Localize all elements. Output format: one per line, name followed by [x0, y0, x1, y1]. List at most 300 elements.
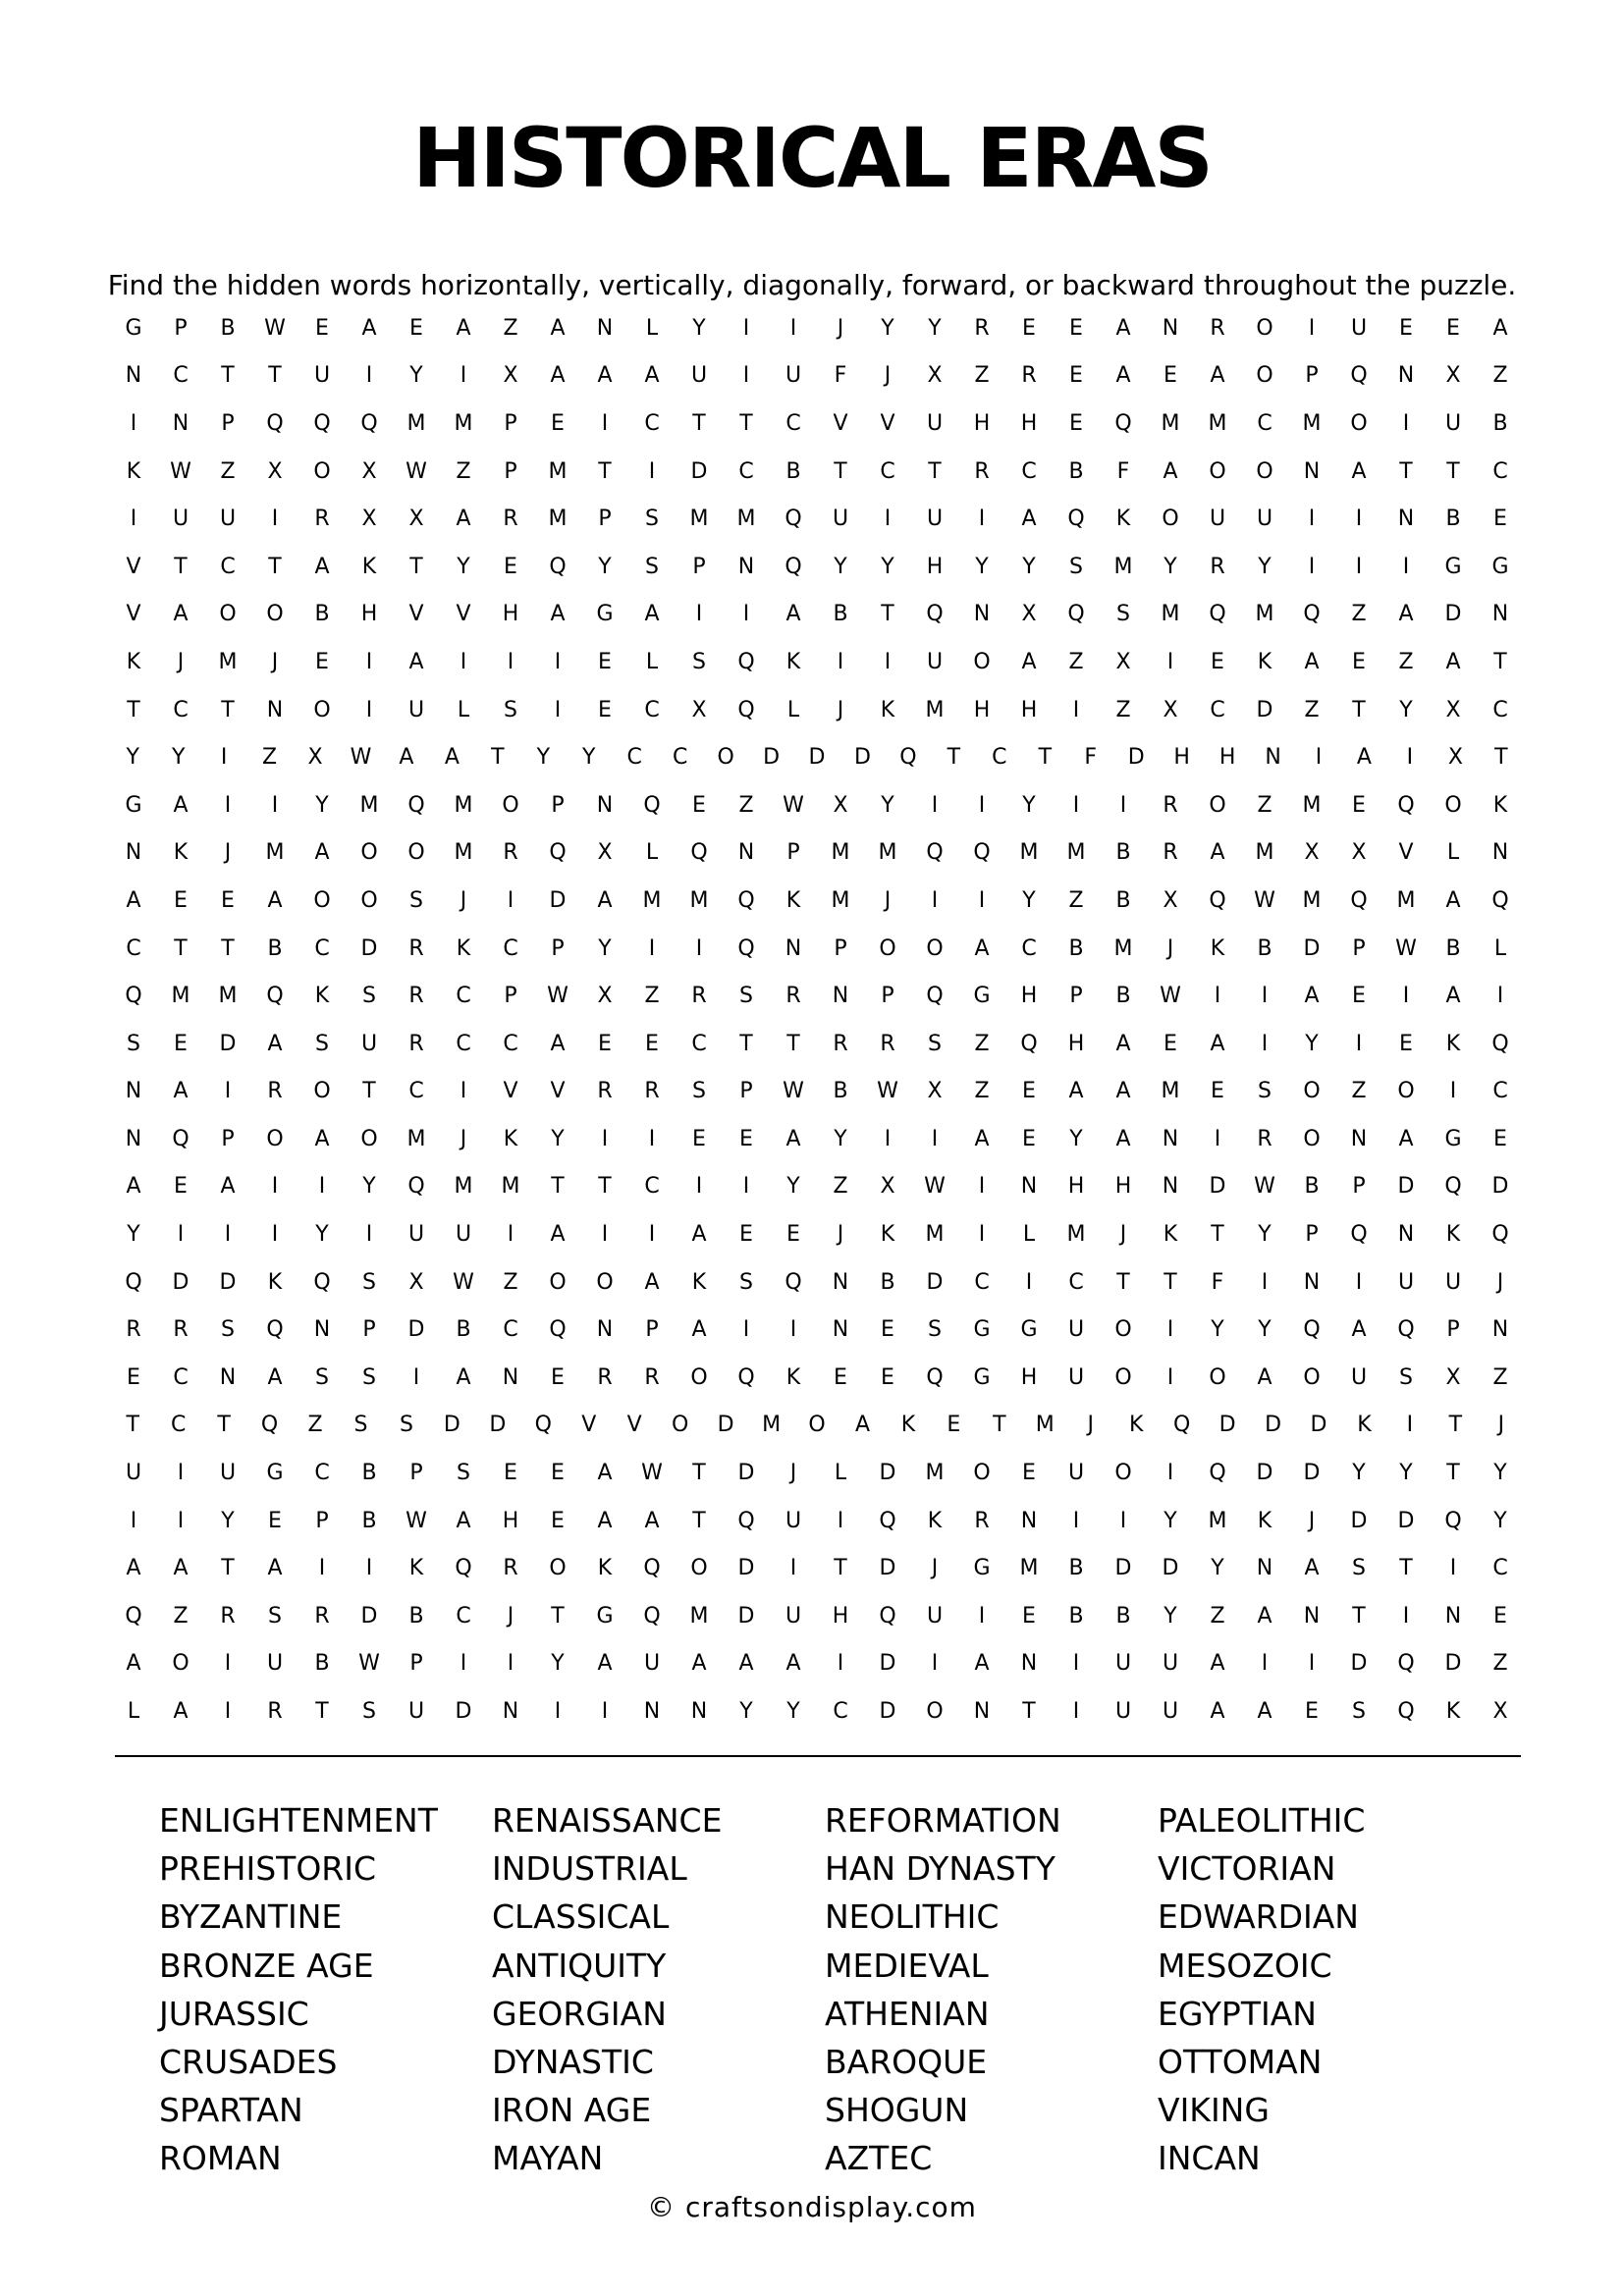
grid-letter: I — [1214, 1126, 1221, 1151]
grid-letter: T — [1211, 1222, 1224, 1248]
grid-letter: H — [1067, 1031, 1085, 1056]
grid-letter: E — [551, 1461, 565, 1486]
grid-letter: W — [1254, 887, 1275, 913]
grid-letter: B — [1304, 1174, 1320, 1200]
grid-letter: M — [1161, 1079, 1180, 1104]
grid-letter: D — [1491, 1174, 1509, 1200]
word-list-item: JURASSIC — [159, 1994, 309, 2033]
grid-letter: E — [174, 887, 188, 913]
grid-letter: Z — [307, 1413, 323, 1438]
grid-letter: P — [1352, 1174, 1366, 1200]
grid-letter: B — [408, 1603, 424, 1629]
word-column — [492, 1796, 825, 2183]
grid-letter: M — [689, 1603, 709, 1629]
grid-letter: L — [645, 315, 659, 341]
grid-letter: T — [739, 410, 753, 436]
grid-letter: A — [785, 1651, 801, 1677]
grid-letter: Z — [1257, 792, 1272, 818]
grid-letter: H — [1020, 410, 1038, 436]
grid-letter: S — [362, 1269, 376, 1295]
grid-letter: R — [126, 1317, 141, 1343]
grid-letter: T — [1022, 1699, 1036, 1725]
grid-letter: N — [973, 602, 991, 627]
grid-letter: C — [173, 363, 189, 389]
word-list-item: ANTIQUITY — [492, 1946, 667, 1985]
grid-letter: R — [974, 315, 990, 341]
grid-letter: Q — [360, 410, 378, 436]
grid-letter: T — [1399, 1556, 1413, 1581]
grid-letter: R — [785, 984, 801, 1009]
grid-letter: Y — [1022, 554, 1036, 579]
grid-letter: P — [739, 1079, 753, 1104]
grid-letter: A — [399, 745, 414, 771]
grid-letter: Q — [172, 1126, 189, 1151]
grid-letter: S — [1069, 554, 1083, 579]
grid-letter: T — [362, 1079, 376, 1104]
grid-letter: I — [884, 507, 892, 532]
grid-letter: T — [598, 1174, 612, 1200]
grid-row — [110, 591, 1524, 639]
grid-letter: V — [456, 602, 471, 627]
grid-letter: S — [1258, 1079, 1272, 1104]
grid-letter: S — [692, 649, 706, 674]
grid-row — [110, 1306, 1524, 1354]
word-list — [159, 1796, 1490, 2183]
word-list-item: BRONZE AGE — [159, 1946, 374, 1985]
grid-letter: J — [271, 649, 279, 674]
grid-letter: C — [1492, 1556, 1508, 1581]
grid-letter: I — [695, 602, 703, 627]
grid-letter: X — [1021, 602, 1037, 627]
grid-letter: Z — [173, 1603, 189, 1629]
grid-letter: Z — [262, 745, 278, 771]
grid-letter: H — [1114, 1174, 1132, 1200]
grid-letter: I — [1402, 554, 1410, 579]
grid-letter: H — [1173, 745, 1190, 771]
grid-letter: M — [454, 792, 473, 818]
grid-letter: U — [785, 1508, 802, 1533]
word-list-item: INCAN — [1158, 2139, 1261, 2178]
grid-letter: I — [1315, 745, 1323, 771]
grid-letter: A — [691, 1222, 707, 1248]
grid-letter: R — [1021, 363, 1037, 389]
grid-letter: A — [854, 1413, 870, 1438]
grid-letter: I — [1355, 1269, 1363, 1295]
grid-letter: I — [978, 887, 986, 913]
grid-letter: A — [550, 1031, 566, 1056]
grid-letter: Q — [926, 984, 944, 1009]
grid-letter: M — [831, 840, 850, 866]
grid-letter: S — [353, 1413, 368, 1438]
grid-letter: T — [217, 1413, 231, 1438]
grid-letter: I — [1308, 507, 1316, 532]
grid-letter: A — [1163, 458, 1178, 484]
grid-letter: Q — [125, 984, 142, 1009]
grid-letter: I — [1402, 984, 1410, 1009]
grid-letter: T — [126, 1413, 139, 1438]
grid-letter: T — [1352, 697, 1366, 722]
grid-letter: D — [879, 1556, 896, 1581]
grid-letter: V — [550, 1079, 566, 1104]
grid-letter: K — [1492, 792, 1508, 818]
grid-letter: P — [786, 840, 800, 866]
grid-letter: T — [221, 935, 235, 961]
grid-letter: A — [1115, 363, 1131, 389]
grid-letter: D — [1218, 1413, 1236, 1438]
grid-letter: M — [1161, 410, 1180, 436]
grid-letter: Y — [1493, 1508, 1507, 1533]
grid-letter: E — [268, 1508, 282, 1533]
grid-letter: N — [596, 315, 614, 341]
grid-letter: D — [360, 935, 378, 961]
grid-letter: D — [717, 1413, 734, 1438]
grid-letter: N — [172, 410, 189, 436]
grid-letter: K — [1357, 1413, 1372, 1438]
grid-letter: S — [362, 1699, 376, 1725]
grid-letter: X — [691, 697, 707, 722]
grid-letter: E — [1352, 984, 1366, 1009]
grid-letter: P — [1352, 935, 1366, 961]
grid-letter: J — [837, 315, 844, 341]
grid-letter: Z — [220, 458, 236, 484]
grid-letter: Q — [737, 1364, 755, 1390]
grid-letter: U — [266, 1651, 284, 1677]
grid-letter: K — [173, 840, 189, 866]
grid-letter: I — [1166, 1364, 1174, 1390]
grid-letter: L — [1022, 1222, 1036, 1248]
grid-letter: U — [926, 410, 944, 436]
grid-letter: D — [1256, 1461, 1273, 1486]
grid-letter: B — [1068, 458, 1084, 484]
grid-letter: X — [267, 458, 283, 484]
grid-row — [110, 686, 1524, 734]
grid-letter: T — [692, 410, 706, 436]
grid-letter: O — [549, 1269, 567, 1295]
grid-letter: E — [645, 1031, 659, 1056]
grid-letter: C — [974, 1269, 990, 1295]
grid-letter: U — [1444, 1269, 1462, 1295]
grid-letter: A — [314, 554, 330, 579]
grid-letter: A — [126, 1174, 141, 1200]
grid-letter: B — [314, 602, 330, 627]
grid-letter: B — [1068, 935, 1084, 961]
grid-letter: I — [365, 1556, 373, 1581]
grid-letter: M — [454, 1174, 473, 1200]
grid-letter: A — [1398, 1126, 1414, 1151]
grid-letter: C — [1021, 935, 1037, 961]
grid-letter: I — [1355, 554, 1363, 579]
grid-letter: Q — [926, 602, 944, 627]
grid-letter: K — [456, 935, 471, 961]
grid-letter: I — [365, 1222, 373, 1248]
grid-letter: N — [1444, 1603, 1462, 1629]
grid-letter: A — [644, 363, 660, 389]
grid-letter: Z — [1351, 602, 1367, 627]
grid-letter: Y — [786, 1699, 800, 1725]
grid-letter: S — [1352, 1699, 1366, 1725]
grid-letter: K — [503, 1126, 518, 1151]
word-list-item: GEORGIAN — [492, 1994, 667, 2033]
grid-letter: D — [172, 1269, 189, 1295]
grid-letter: R — [597, 1364, 613, 1390]
grid-letter: E — [551, 1508, 565, 1533]
grid-letter: U — [926, 507, 944, 532]
grid-letter: Y — [1211, 1317, 1224, 1343]
grid-letter: O — [266, 602, 284, 627]
grid-letter: Q — [879, 1508, 896, 1533]
grid-letter: D — [360, 1603, 378, 1629]
grid-letter: S — [221, 1317, 235, 1343]
grid-letter: Q — [1209, 1461, 1226, 1486]
grid-letter: O — [172, 1651, 189, 1677]
grid-letter: W — [358, 1651, 380, 1677]
grid-letter: O — [219, 602, 237, 627]
grid-letter: G — [1444, 1126, 1462, 1151]
grid-letter: M — [1019, 1556, 1039, 1581]
grid-letter: N — [1491, 840, 1509, 866]
grid-letter: I — [931, 1651, 939, 1677]
grid-letter: Z — [1068, 887, 1084, 913]
grid-letter: A — [173, 602, 189, 627]
grid-letter: X — [1351, 840, 1367, 866]
grid-letter: S — [928, 1317, 942, 1343]
grid-letter: I — [601, 1126, 609, 1151]
grid-letter: U — [1067, 1364, 1085, 1390]
grid-letter: D — [1310, 1413, 1327, 1438]
grid-row — [110, 1115, 1524, 1163]
grid-letter: R — [408, 1031, 424, 1056]
grid-letter: P — [598, 507, 612, 532]
grid-letter: A — [1445, 887, 1461, 913]
grid-letter: O — [1256, 363, 1273, 389]
grid-letter: I — [601, 1699, 609, 1725]
grid-letter: K — [597, 1556, 613, 1581]
grid-letter: T — [786, 1031, 800, 1056]
grid-letter: E — [598, 1031, 612, 1056]
grid-letter: N — [832, 984, 849, 1009]
grid-letter: H — [360, 602, 378, 627]
grid-letter: S — [409, 887, 423, 913]
grid-letter: I — [1406, 1413, 1414, 1438]
grid-letter: Q — [643, 1556, 661, 1581]
grid-row — [110, 1544, 1524, 1592]
grid-letter: B — [220, 315, 236, 341]
grid-letter: E — [739, 1126, 753, 1151]
grid-letter: I — [1261, 1031, 1269, 1056]
grid-letter: A — [550, 315, 566, 341]
grid-letter: P — [834, 935, 847, 961]
grid-letter: I — [648, 935, 656, 961]
grid-letter: B — [785, 458, 801, 484]
grid-letter: R — [644, 1079, 660, 1104]
grid-letter: E — [315, 649, 329, 674]
grid-letter: D — [879, 1651, 896, 1677]
grid-letter: X — [1163, 697, 1178, 722]
grid-letter: Q — [643, 792, 661, 818]
grid-letter: U — [1397, 1269, 1415, 1295]
grid-letter: A — [1304, 649, 1320, 674]
grid-letter: A — [1351, 458, 1367, 484]
grid-letter: A — [1115, 1079, 1131, 1104]
grid-letter: Y — [1352, 1461, 1366, 1486]
grid-letter: F — [834, 363, 847, 389]
grid-letter: N — [1256, 1556, 1273, 1581]
grid-letter: M — [1035, 1413, 1055, 1438]
grid-letter: I — [789, 315, 797, 341]
grid-letter: E — [1164, 1031, 1177, 1056]
grid-letter: D — [549, 887, 567, 913]
grid-letter: D — [407, 1317, 425, 1343]
grid-letter: Q — [1397, 1317, 1415, 1343]
grid-letter: I — [1072, 697, 1080, 722]
grid-letter: N — [643, 1699, 661, 1725]
grid-letter: O — [672, 1413, 689, 1438]
grid-letter: N — [125, 1079, 142, 1104]
grid-letter: B — [1492, 410, 1508, 436]
word-list-item: AZTEC — [825, 2139, 933, 2178]
grid-letter: E — [1069, 363, 1083, 389]
grid-letter: K — [1115, 507, 1131, 532]
grid-letter: Y — [315, 792, 329, 818]
grid-letter: I — [507, 1651, 514, 1677]
grid-letter: I — [1119, 792, 1127, 818]
grid-letter: L — [786, 697, 800, 722]
grid-letter: U — [1067, 1461, 1085, 1486]
grid-letter: Q — [1114, 410, 1132, 436]
grid-letter: U — [219, 1461, 237, 1486]
grid-letter: U — [1162, 1699, 1179, 1725]
grid-letter: P — [504, 458, 517, 484]
grid-letter: U — [1444, 410, 1462, 436]
grid-letter: C — [456, 1603, 471, 1629]
grid-letter: I — [271, 507, 279, 532]
grid-letter: A — [126, 887, 141, 913]
grid-letter: W — [170, 458, 191, 484]
grid-letter: I — [884, 1126, 892, 1151]
grid-letter: Y — [1399, 697, 1413, 722]
grid-letter: E — [692, 792, 706, 818]
grid-letter: A — [550, 1222, 566, 1248]
grid-letter: Z — [738, 792, 754, 818]
grid-letter: M — [1208, 410, 1227, 436]
grid-letter: V — [408, 602, 424, 627]
grid-letter: M — [548, 458, 568, 484]
grid-letter: I — [648, 1222, 656, 1248]
grid-letter: D — [1209, 1174, 1226, 1200]
grid-letter: I — [1072, 1651, 1080, 1677]
grid-letter: Y — [1258, 1222, 1272, 1248]
grid-letter: I — [1214, 984, 1221, 1009]
grid-letter: R — [1210, 315, 1225, 341]
grid-row — [110, 352, 1524, 400]
grid-letter: H — [973, 410, 991, 436]
grid-letter: U — [926, 1603, 944, 1629]
grid-letter: O — [360, 887, 378, 913]
grid-letter: N — [1020, 1508, 1038, 1533]
grid-letter: N — [832, 1269, 849, 1295]
grid-letter: I — [554, 1699, 562, 1725]
grid-letter: A — [1210, 363, 1225, 389]
grid-letter: R — [597, 1079, 613, 1104]
grid-letter: C — [503, 1317, 518, 1343]
grid-letter: C — [1068, 1269, 1084, 1295]
grid-letter: M — [1255, 840, 1274, 866]
word-list-item: ATHENIAN — [825, 1994, 990, 2033]
grid-letter: X — [361, 458, 377, 484]
grid-letter: N — [313, 1317, 331, 1343]
grid-letter: Q — [1067, 602, 1085, 627]
grid-letter: N — [125, 1126, 142, 1151]
grid-letter: I — [460, 1651, 467, 1677]
grid-letter: Q — [266, 984, 284, 1009]
grid-letter: B — [1115, 984, 1131, 1009]
divider — [115, 1755, 1521, 1757]
grid-letter: K — [1445, 1699, 1461, 1725]
grid-letter: I — [460, 649, 467, 674]
grid-letter: O — [313, 887, 331, 913]
grid-row — [110, 1592, 1524, 1640]
grid-letter: S — [504, 697, 517, 722]
grid-letter: U — [832, 507, 849, 532]
grid-letter: I — [1261, 1269, 1269, 1295]
grid-letter: A — [456, 507, 471, 532]
grid-letter: A — [1210, 1651, 1225, 1677]
grid-letter: X — [597, 984, 613, 1009]
grid-letter: P — [221, 410, 235, 436]
grid-letter: I — [648, 1126, 656, 1151]
grid-letter: L — [1493, 935, 1507, 961]
grid-letter: E — [1069, 410, 1083, 436]
grid-letter: A — [644, 1508, 660, 1533]
grid-letter: V — [833, 410, 848, 436]
grid-letter: A — [974, 935, 990, 961]
grid-letter: I — [177, 1222, 185, 1248]
grid-letter: K — [1445, 1031, 1461, 1056]
grid-letter: A — [173, 1699, 189, 1725]
grid-letter: D — [489, 1413, 507, 1438]
grid-letter: K — [785, 1364, 801, 1390]
grid-letter: Y — [1164, 554, 1177, 579]
grid-letter: Y — [834, 1126, 847, 1151]
grid-letter: W — [783, 1079, 804, 1104]
grid-letter: M — [1302, 410, 1322, 436]
grid-letter: K — [314, 984, 330, 1009]
grid-letter: Q — [973, 840, 991, 866]
grid-letter: K — [1257, 1508, 1272, 1533]
grid-letter: K — [1257, 649, 1272, 674]
grid-letter: C — [691, 1031, 707, 1056]
grid-letter: Q — [1303, 602, 1321, 627]
grid-letter: X — [1115, 649, 1131, 674]
grid-letter: C — [644, 410, 660, 436]
grid-letter: R — [503, 840, 518, 866]
grid-letter: M — [1396, 887, 1416, 913]
grid-letter: D — [854, 745, 871, 771]
grid-letter: V — [126, 602, 141, 627]
grid-letter: T — [268, 554, 282, 579]
grid-letter: A — [597, 1651, 613, 1677]
grid-letter: Z — [974, 363, 990, 389]
grid-letter: S — [268, 1603, 282, 1629]
word-list-item: RENAISSANCE — [492, 1801, 723, 1840]
grid-letter: D — [879, 1461, 896, 1486]
grid-letter: A — [267, 1556, 283, 1581]
grid-letter: Q — [1209, 887, 1226, 913]
grid-letter: M — [762, 1413, 782, 1438]
grid-letter: I — [884, 649, 892, 674]
grid-letter: I — [1449, 1556, 1457, 1581]
grid-letter: R — [220, 1603, 236, 1629]
